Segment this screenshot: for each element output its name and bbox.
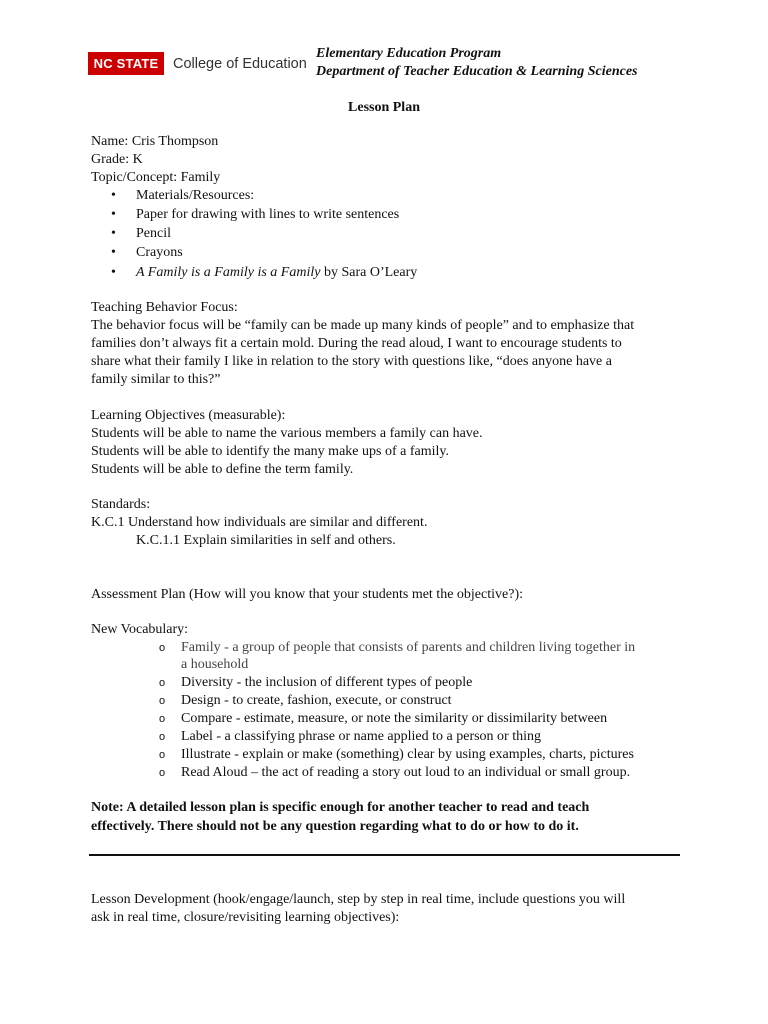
vocab-item-continued: a household	[181, 657, 249, 672]
standards-heading: Standards:	[91, 497, 151, 512]
circle-bullet-icon: o	[159, 767, 166, 779]
circle-bullet-icon: o	[159, 731, 166, 743]
bullet-icon: •	[111, 245, 116, 260]
objectives-heading: Learning Objectives (measurable):	[91, 408, 286, 423]
vocab-item: Family - a group of people that consists of parents and children living together in	[181, 640, 636, 655]
teaching-behavior-heading: Teaching Behavior Focus:	[91, 300, 238, 315]
program-name: Elementary Education Program	[316, 46, 502, 61]
book-title: A Family is a Family is a Family	[136, 265, 321, 280]
grade-line: Grade: K	[91, 152, 143, 167]
bullet-icon: •	[111, 188, 116, 203]
standard-sub-line: K.C.1.1 Explain similarities in self and others.	[136, 533, 396, 548]
vocab-item: Illustrate - explain or make (something) clear by using examples, charts, pictures	[181, 747, 634, 762]
circle-bullet-icon: o	[159, 642, 166, 654]
objective-line: Students will be able to identify the many make ups of a family.	[91, 444, 449, 459]
bullet-icon: •	[111, 226, 116, 241]
objective-line: Students will be able to name the various members a family can have.	[91, 426, 483, 441]
circle-bullet-icon: o	[159, 677, 166, 689]
objective-line: Students will be able to define the term family.	[91, 462, 354, 477]
vocabulary-heading: New Vocabulary:	[91, 622, 189, 637]
vocab-item: Label - a classifying phrase or name applied to a person or thing	[181, 729, 541, 744]
list-item: Materials/Resources:	[136, 188, 255, 203]
list-item: Paper for drawing with lines to write sentences	[136, 207, 400, 222]
lesson-development-line: ask in real time, closure/revisiting learning objectives):	[91, 910, 400, 925]
circle-bullet-icon: o	[159, 749, 166, 761]
note-line: Note: A detailed lesson plan is specific enough for another teacher to read and teach	[91, 800, 590, 815]
vocab-item: Design - to create, fashion, execute, or construct	[181, 693, 452, 708]
name-line: Name: Cris Thompson	[91, 134, 219, 149]
program-header	[316, 45, 637, 80]
list-item: Crayons	[136, 245, 183, 260]
vocab-item: Diversity - the inclusion of different types of people	[181, 675, 473, 690]
note-line: effectively. There should not be any question regarding what to do or how to do it.	[91, 819, 579, 834]
department-name: Department of Teacher Education & Learning Sciences	[316, 63, 638, 79]
circle-bullet-icon: o	[159, 695, 166, 707]
topic-line: Topic/Concept: Family	[91, 170, 221, 185]
lesson-development-line: Lesson Development (hook/engage/launch, step by step in real time, include questions you will	[91, 892, 626, 907]
book-author: by Sara O’Leary	[320, 265, 418, 280]
college-name: College of Education	[173, 56, 307, 72]
bullet-icon: •	[111, 207, 116, 222]
page-title: Lesson Plan	[348, 100, 420, 115]
teaching-behavior-line: The behavior focus will be “family can be made up many kinds of people” and to emphasize that	[91, 318, 635, 333]
vocab-item: Read Aloud – the act of reading a story out loud to an individual or small group.	[181, 765, 631, 780]
divider	[89, 854, 680, 856]
logo-badge-text: NC STATE	[93, 56, 159, 71]
circle-bullet-icon: o	[159, 713, 166, 725]
standard-line: K.C.1 Understand how individuals are similar and different.	[91, 515, 428, 530]
vocab-item: Compare - estimate, measure, or note the similarity or dissimilarity between	[181, 711, 608, 726]
bullet-icon: •	[111, 265, 116, 280]
teaching-behavior-line: share what their family I like in relation to the story with questions like, “does anyone have a	[91, 354, 612, 369]
teaching-behavior-line: family similar to this?”	[91, 372, 221, 387]
assessment-plan: Assessment Plan (How will you know that your students met the objective?):	[91, 587, 523, 602]
list-item: Pencil	[136, 226, 171, 241]
teaching-behavior-line: families don’t always fit a certain mold. During the read aloud, I want to encourage students to	[91, 336, 622, 351]
list-item-book	[136, 264, 417, 282]
nc-state-logo	[88, 52, 164, 75]
